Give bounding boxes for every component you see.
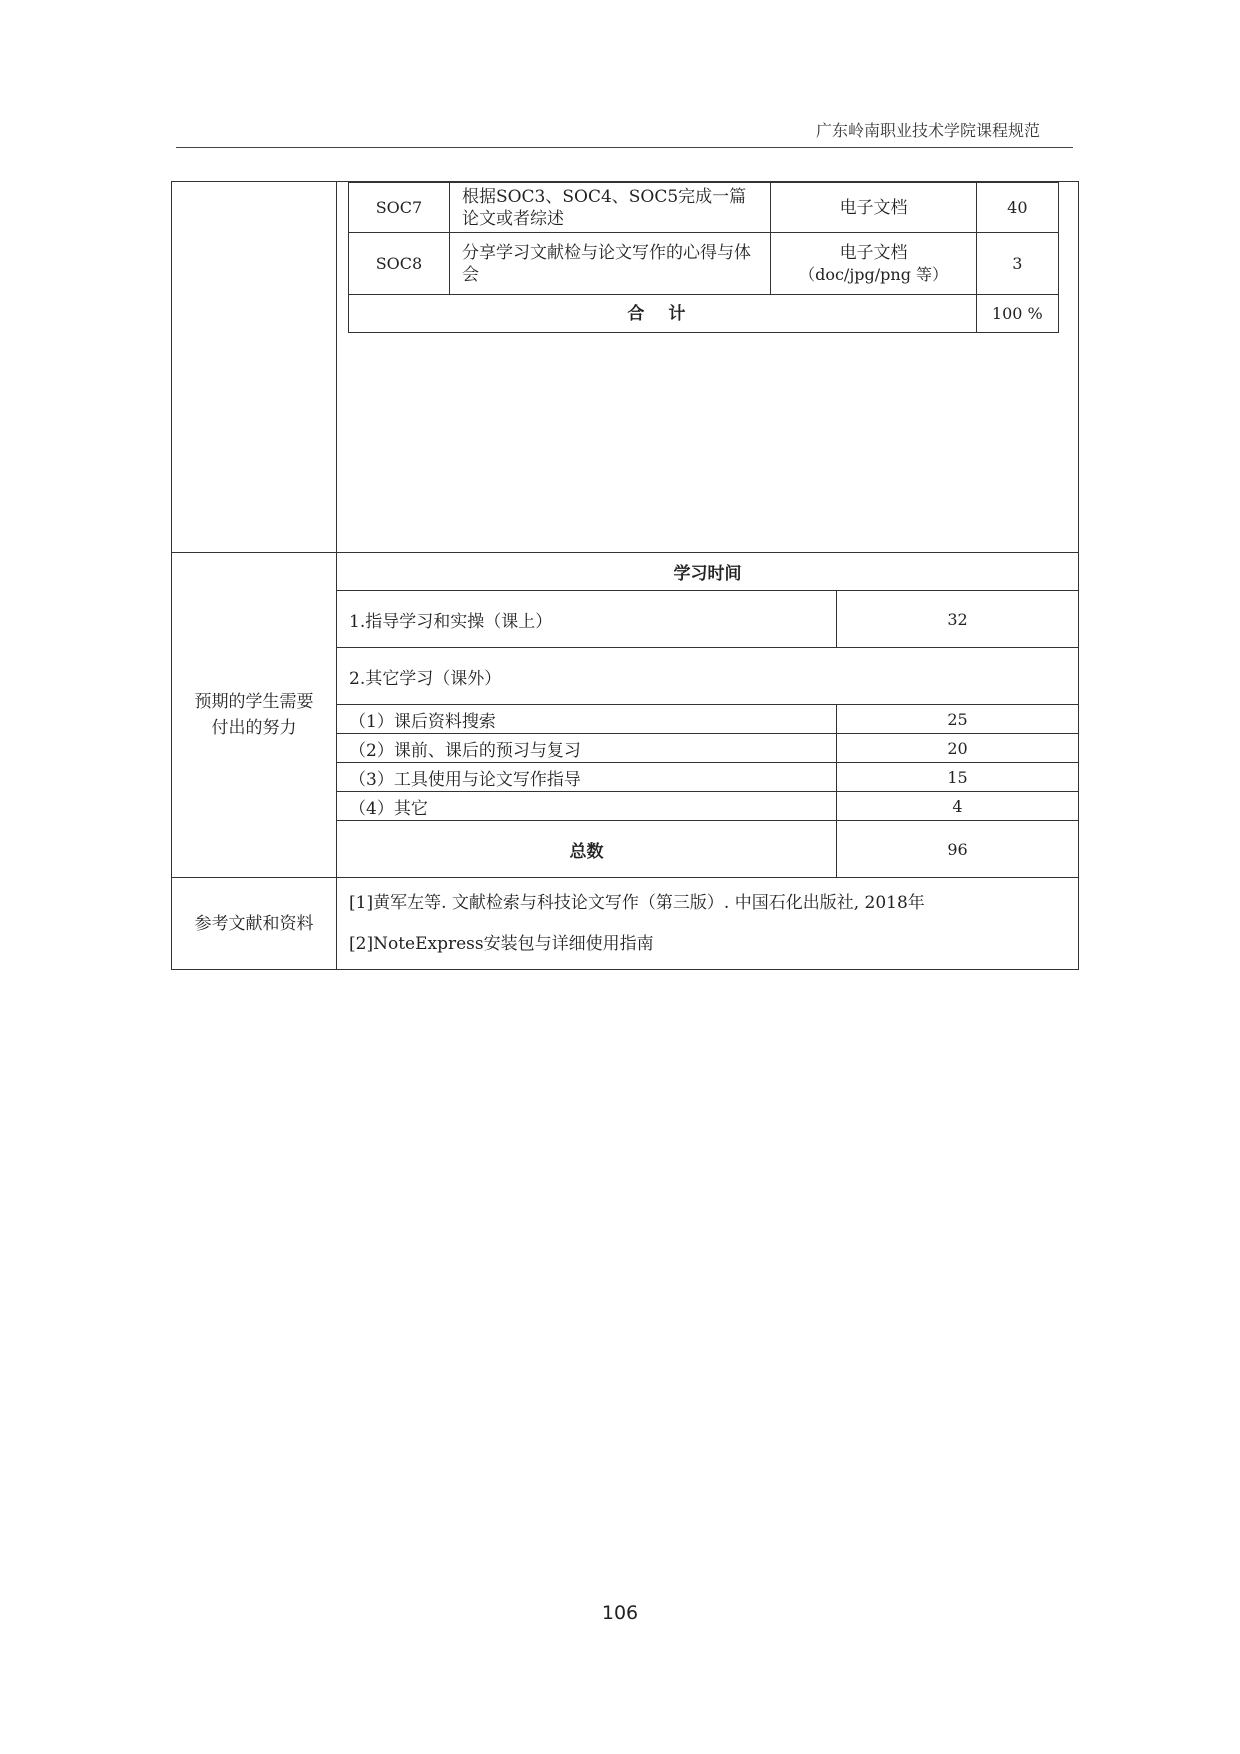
assessment-total-value: 100 % (976, 295, 1058, 333)
assessment-label-cell (172, 182, 337, 553)
reference-item: [1]黄军左等. 文献检索与科技论文写作（第三版）. 中国石化出版社, 2018年 (349, 893, 925, 913)
effort-item-label: （4）其它 (337, 792, 837, 821)
effort-total-value: 96 (837, 821, 1079, 878)
effort-item-value: 25 (837, 705, 1079, 734)
effort-total-label: 总数 (337, 821, 837, 878)
assessment-table (348, 182, 1059, 333)
assessment-total-row (349, 295, 1059, 333)
assessment-form (771, 233, 976, 295)
assessment-total-label: 合计 (349, 295, 977, 333)
in-class-label: 1.指导学习和实操（课上） (337, 591, 837, 648)
reference-item: [2]NoteExpress安装包与详细使用指南 (349, 934, 654, 954)
effort-item-label: （2）课前、课后的预习与复习 (337, 734, 837, 763)
in-class-value: 32 (837, 591, 1079, 648)
assessment-form (771, 183, 976, 233)
effort-label: 预期的学生需要付出的努力 (172, 553, 337, 878)
assessment-code: SOC7 (349, 183, 450, 233)
table-row (349, 233, 1059, 295)
assessment-section (172, 182, 1079, 553)
page-number: 106 (601, 1602, 639, 1624)
study-time-heading: 学习时间 (337, 553, 1079, 591)
assessment-cell (337, 182, 1079, 553)
other-study-label: 2.其它学习（课外） (337, 648, 1079, 705)
effort-item-value: 4 (837, 792, 1079, 821)
effort-item-value: 15 (837, 763, 1079, 792)
assessment-form-line1: 电子文档 (839, 242, 908, 263)
assessment-form-line1: 电子文档 (839, 197, 908, 218)
assessment-percent: 3 (976, 233, 1058, 295)
table-row (349, 183, 1059, 233)
references-label: 参考文献和资料 (172, 878, 337, 970)
effort-item-value: 20 (837, 734, 1079, 763)
assessment-form-line2: （doc/jpg/png 等） (799, 264, 949, 284)
effort-item-label: （3）工具使用与论文写作指导 (337, 763, 837, 792)
references-list (337, 878, 1079, 970)
assessment-description: 分享学习文献检与论文写作的心得与体会 (449, 233, 771, 295)
document-header-title: 广东岭南职业技术学院课程规范 (815, 121, 1040, 140)
assessment-code: SOC8 (349, 233, 450, 295)
assessment-description: 根据SOC3、SOC4、SOC5完成一篇论文或者综述 (449, 183, 771, 233)
study-time-heading-row (172, 553, 1079, 591)
course-spec-table (171, 181, 1079, 970)
effort-item-label: （1）课后资料搜索 (337, 705, 837, 734)
references-row (172, 878, 1079, 970)
header-rule (176, 147, 1073, 148)
assessment-percent: 40 (976, 183, 1058, 233)
